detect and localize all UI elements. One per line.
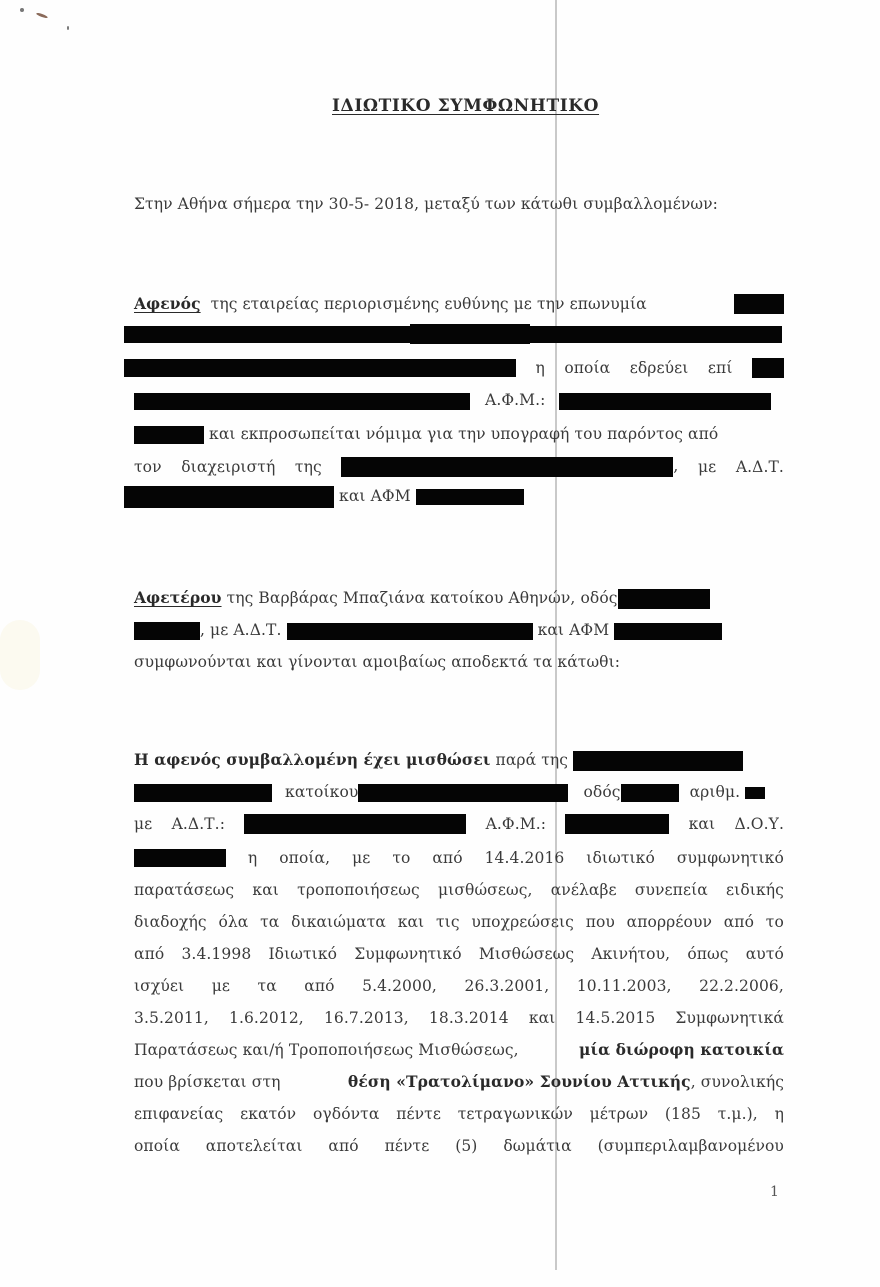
redaction [752, 358, 784, 378]
lease-line-10: Παρατάσεως και/ή Τροποποιήσεως Μισθώσεως, μία διώροφη κατοικία [134, 1040, 784, 1059]
lease-line-8: ισχύει με τα από 5.4.2000, 26.3.2001, 10.11.2003, 22.2.2006, [134, 977, 784, 995]
party-a-line-6: τον διαχειριστή της , με Α.Δ.Τ. [134, 457, 784, 476]
scan-speck [20, 8, 24, 12]
redaction [134, 784, 272, 802]
party-b-label: Αφετέρου [134, 588, 222, 607]
party-b-line-3: συμφωνούνται και γίνονται αμοιβαίως αποδεκτά τα κάτωθι: [134, 653, 621, 671]
redaction [124, 486, 334, 508]
lease-line-4: η οποία, με το από 14.4.2016 ιδιωτικό συμφωνητικό [134, 848, 784, 868]
redaction [134, 426, 204, 444]
party-a-line-7: και ΑΦΜ [124, 486, 524, 508]
redaction [745, 787, 765, 799]
redaction [134, 393, 470, 410]
lease-line-1: Η αφενός συμβαλλομένη έχει μισθώσει παρά της [134, 750, 743, 771]
redaction [341, 457, 673, 477]
redaction [416, 489, 524, 505]
redaction [244, 814, 466, 834]
redaction [134, 622, 200, 640]
redaction [621, 784, 679, 802]
lease-line-11: που βρίσκεται στη θέση «Τρατολίμανο» Σουνίου Αττικής, συνολικής [134, 1072, 784, 1091]
redaction [124, 359, 516, 377]
paper-stain [0, 620, 40, 690]
redaction [734, 294, 784, 314]
party-b-line-1: Αφετέρου της Βαρβάρας Μπαζιάνα κατοίκου Αθηνών, οδός [134, 588, 710, 609]
redaction [565, 814, 669, 834]
scan-speck [36, 12, 48, 19]
lease-line-3: με Α.Δ.Τ.: Α.Φ.Μ.: και Δ.Ο.Υ. [134, 815, 784, 833]
redaction [287, 623, 533, 640]
redaction [559, 393, 771, 410]
redaction [358, 784, 568, 802]
intro-line: Στην Αθήνα σήμερα την 30-5- 2018, μεταξύ των κάτωθι συμβαλλομένων: [134, 195, 718, 213]
party-b-line-2: , με Α.Δ.Τ. και ΑΦΜ [134, 620, 722, 640]
party-a-line-1: Αφενός της εταιρείας περιορισμένης ευθύνης με την επωνυμία [134, 294, 784, 314]
lease-line-9: 3.5.2011, 1.6.2012, 16.7.2013, 18.3.2014 και 14.5.2015 Συμφωνητικά [134, 1009, 784, 1027]
lease-line-12: επιφανείας εκατόν ογδόντα πέντε τετραγωνικών μέτρων (185 τ.μ.), η [134, 1105, 784, 1123]
lease-line-7: από 3.4.1998 Ιδιωτικό Συμφωνητικό Μισθώσεως Ακινήτου, όπως αυτό [134, 945, 784, 963]
scan-speck [67, 26, 69, 30]
party-a-line-4: Α.Φ.Μ.: [134, 390, 784, 410]
party-a-line-5: και εκπροσωπείται νόμιμα για την υπογραφή του παρόντος από [134, 424, 718, 444]
document-title: ΙΔΙΩΤΙΚΟ ΣΥΜΦΩΝΗΤΙΚΟ [332, 96, 600, 116]
lease-line-2: κατοίκου οδός αριθμ. [134, 782, 784, 802]
redaction [618, 589, 710, 609]
redaction [410, 324, 530, 344]
redaction [134, 849, 226, 867]
lease-line-13: οποία αποτελείται από πέντε (5) δωμάτια (συμπεριλαμβανομένου [134, 1137, 784, 1155]
redaction [614, 623, 722, 640]
lease-line-5: παρατάσεως και τροποποιήσεως μισθώσεως, ανέλαβε συνεπεία ειδικής [134, 881, 784, 899]
page-number: 1 [770, 1184, 779, 1200]
redaction [573, 751, 743, 771]
lease-line-6: διαδοχής όλα τα δικαιώματα και τις υποχρεώσεις που απορρέουν από το [134, 913, 784, 931]
party-a-label: Αφενός [134, 294, 201, 313]
party-a-line-3: η οποία εδρεύει επί [124, 358, 784, 378]
